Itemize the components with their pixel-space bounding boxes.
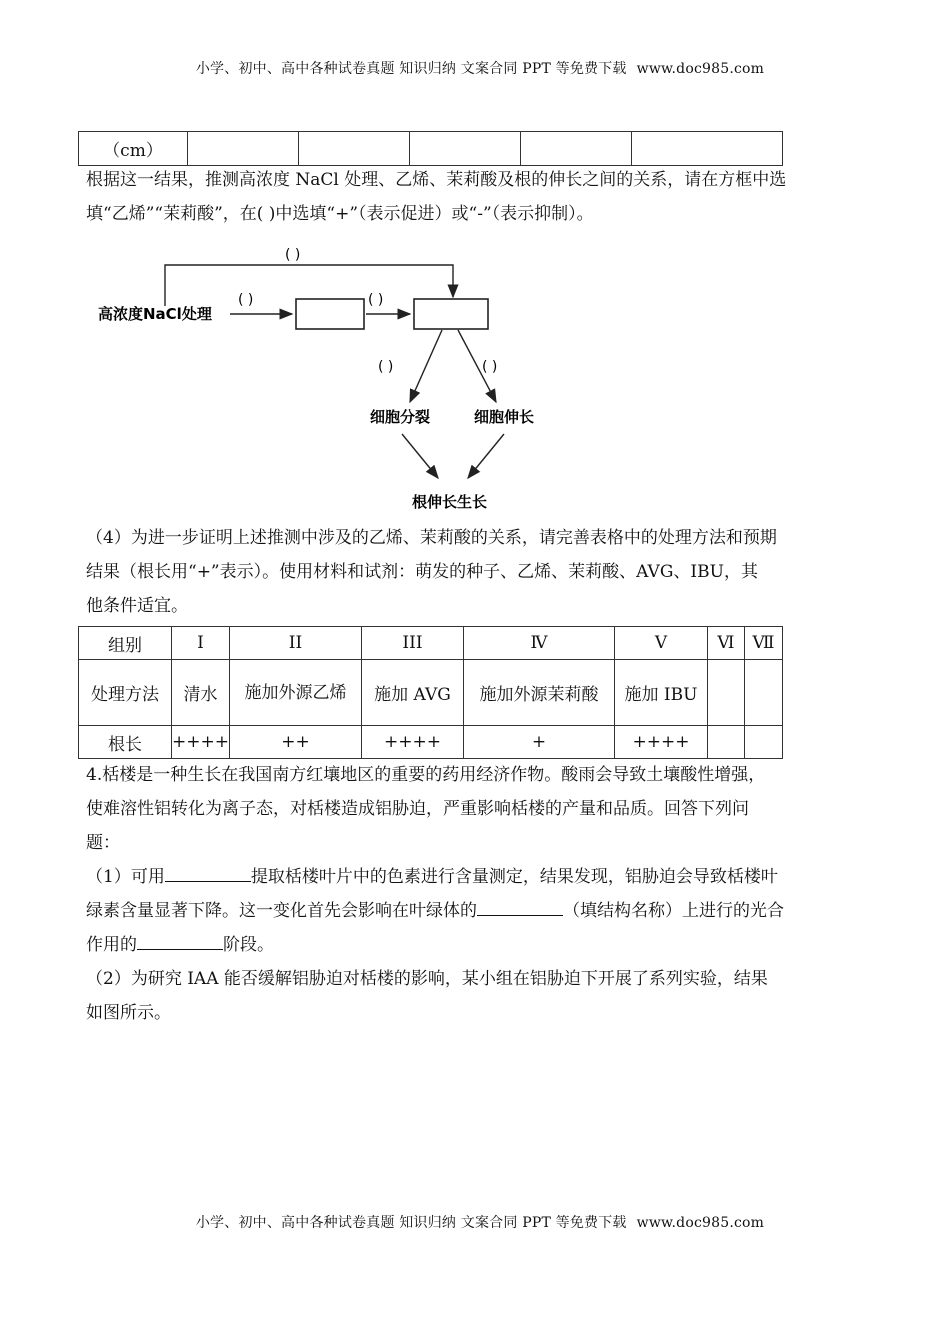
text-line: （4）为进一步证明上述推测中涉及的乙烯、茉莉酸的关系，请完善表格中的处理方法和预期 [86, 528, 777, 548]
answer-blank-2[interactable] [477, 897, 563, 916]
table-cell: V [614, 627, 707, 660]
table-row-header [79, 627, 783, 660]
paren-1: ( ) [238, 292, 254, 308]
paren-2: ( ) [368, 292, 384, 308]
table-cell: 施加 AVG [361, 660, 463, 726]
table-cell: 组别 [79, 627, 172, 660]
table-cell: Ⅶ [744, 627, 782, 660]
text-line: 作用的 阶段。 [86, 928, 876, 962]
text-line: （1）可用 提取栝楼叶片中的色素进行含量测定，结果发现，铝胁迫会导致栝楼叶 [86, 860, 876, 894]
top-table-fragment [78, 131, 783, 166]
root-growth-label: 根伸长生长 [412, 493, 488, 511]
question-4 [86, 758, 876, 1030]
table-cell-blank[interactable] [744, 726, 782, 759]
table-cell: 处理方法 [79, 660, 172, 726]
table-cell: + [463, 726, 614, 759]
nacl-label: 高浓度NaCl处理 [98, 305, 212, 323]
table-cell: ++++ [361, 726, 463, 759]
table-cell: 根长 [79, 726, 172, 759]
text-line: 如图所示。 [86, 1003, 171, 1023]
cell-elongation-label: 细胞伸长 [474, 408, 535, 426]
header-text: 小学、初中、高中各种试卷真题 知识归纳 文案合同 PPT 等免费下载 [195, 61, 627, 77]
table-cell: ++++ [172, 726, 230, 759]
table-row-method [79, 660, 783, 726]
paren-top: ( ) [285, 247, 301, 263]
table-cell: 清水 [172, 660, 230, 726]
paren-left: ( ) [378, 359, 394, 375]
table-cell: ++ [229, 726, 361, 759]
arrow-left [410, 330, 442, 402]
page-footer [0, 1212, 950, 1232]
table-cell-blank[interactable] [707, 726, 744, 759]
table-cell: 施加外源乙烯 [229, 660, 361, 726]
page-header [0, 58, 950, 78]
text-line: 他条件适宜。 [86, 596, 188, 616]
table-cell: III [361, 627, 463, 660]
answer-blank-1[interactable] [165, 863, 251, 882]
text-line: （2）为研究 IAA 能否缓解铝胁迫对栝楼的影响，某小组在铝胁迫下开展了系列实验，结果 [86, 969, 768, 989]
footer-text: 小学、初中、高中各种试卷真题 知识归纳 文案合同 PPT 等免费下载 [195, 1215, 627, 1231]
table-cell: 施加 IBU [614, 660, 707, 726]
experiment-table [78, 626, 783, 759]
box-1[interactable] [296, 299, 364, 329]
text-line: 使难溶性铝转化为离子态，对栝楼造成铝胁迫，严重影响栝楼的产量和品质。回答下列问 [86, 799, 749, 819]
footer-url[interactable]: www.doc985.com [636, 1215, 765, 1231]
cell-division-label: 细胞分裂 [370, 408, 431, 426]
box-2[interactable] [414, 299, 488, 329]
paragraph-q4-part4 [86, 521, 876, 623]
header-url[interactable]: www.doc985.com [636, 61, 765, 77]
table-cell-blank[interactable] [744, 660, 782, 726]
text-line: 绿素含量显著下降。这一变化首先会影响在叶绿体的 （填结构名称）上进行的光合 [86, 894, 876, 928]
text-line: 根据这一结果，推测高浓度 NaCl 处理、乙烯、茉莉酸及根的伸长之间的关系，请在方框中选 [86, 170, 787, 190]
unit-cell: （cm） [79, 132, 188, 166]
table-cell: I [172, 627, 230, 660]
text-line: 题： [86, 833, 120, 853]
text-line: 填“乙烯”“茉莉酸”，在( )中选填“+”（表示促进）或“-”（表示抑制）。 [86, 204, 594, 224]
table-cell: ++++ [614, 726, 707, 759]
paren-right: ( ) [482, 359, 498, 375]
answer-blank-3[interactable] [137, 931, 223, 950]
table-row-length [79, 726, 783, 759]
relation-diagram [90, 240, 570, 520]
table-cell: II [229, 627, 361, 660]
paragraph-relation [86, 163, 876, 231]
table-cell: Ⅳ [463, 627, 614, 660]
text-line: 结果（根长用“+”表示）。使用材料和试剂：萌发的种子、乙烯、茉莉酸、AVG、IBU，其 [86, 562, 758, 582]
arrow-division-to-root [402, 434, 438, 478]
table-cell-blank[interactable] [707, 660, 744, 726]
table-cell: 施加外源茉莉酸 [463, 660, 614, 726]
text-line: 4.栝楼是一种生长在我国南方红壤地区的重要的药用经济作物。酸雨会导致土壤酸性增强， [86, 765, 766, 785]
arrow-elongation-to-root [468, 434, 504, 478]
table-cell: Ⅵ [707, 627, 744, 660]
